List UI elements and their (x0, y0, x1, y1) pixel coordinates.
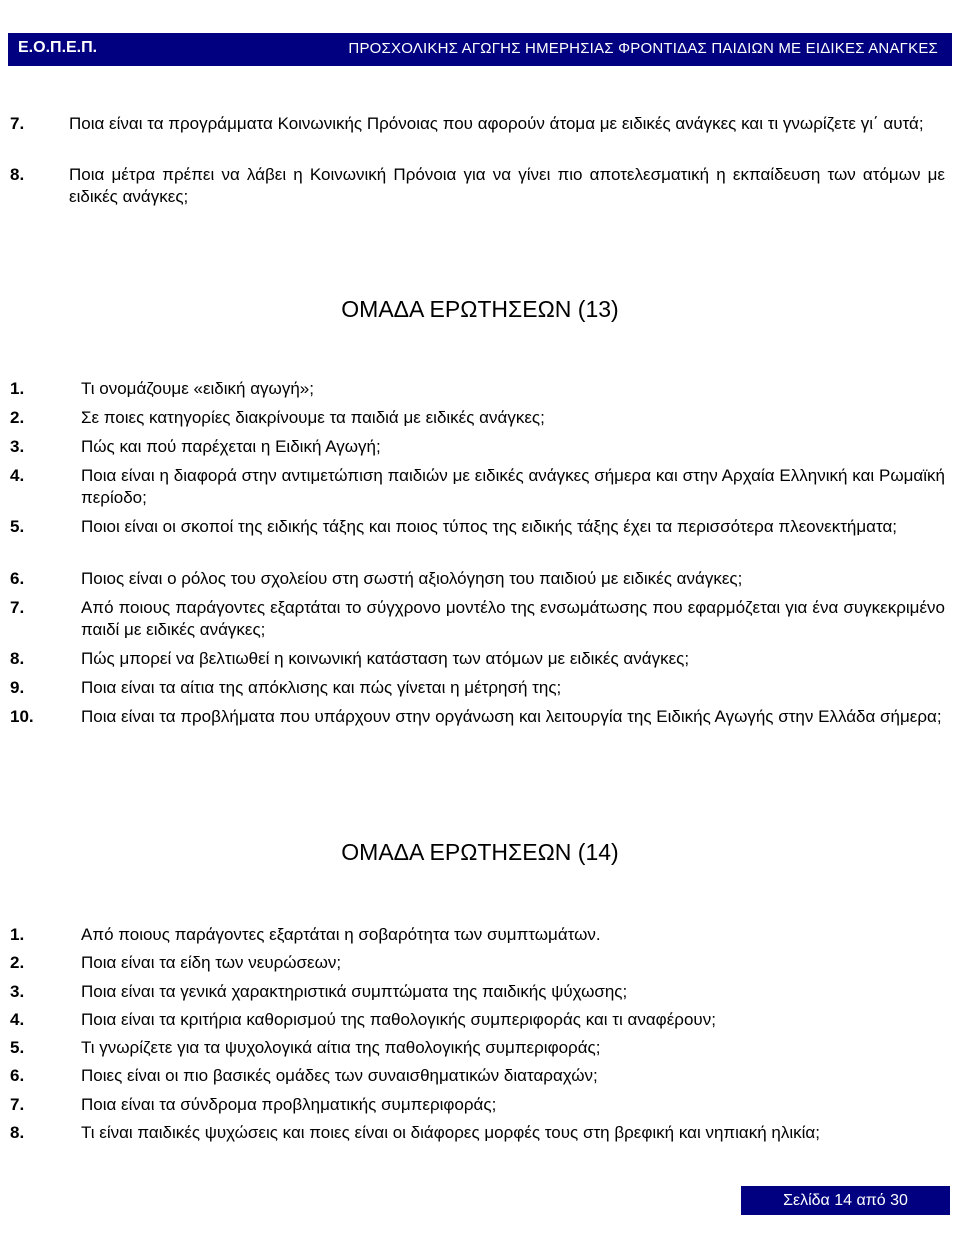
header-subtitle: ΠΡΟΣΧΟΛΙΚΗΣ ΑΓΩΓΗΣ ΗΜΕΡΗΣΙΑΣ ΦΡΟΝΤΙΔΑΣ ΠΑΙΔΙΩΝ ΜΕ ΕΙΔΙΚΕΣ ΑΝΑΓΚΕΣ (348, 40, 938, 57)
question-number: 9. (10, 678, 25, 697)
question-text: Τι ονομάζουμε «ειδική αγωγή»; (81, 379, 314, 398)
question-item (10, 113, 945, 135)
question-text: Ποια είναι τα είδη των νευρώσεων; (81, 953, 342, 972)
question-item (10, 1037, 945, 1059)
organization-abbrev: Ε.Ο.Π.Ε.Π. (18, 39, 98, 56)
question-item (10, 597, 945, 641)
question-number: 10. (10, 707, 34, 726)
question-item (10, 952, 945, 974)
question-number: 1. (10, 925, 25, 944)
question-item (10, 164, 945, 208)
question-text: Ποιες είναι οι πιο βασικές ομάδες των συναισθηματικών διαταραχών; (81, 1066, 598, 1085)
question-text: Ποια είναι τα γενικά χαρακτηριστικά συμπτώματα της παιδικής ψύχωσης; (81, 982, 628, 1001)
question-item (10, 981, 945, 1003)
question-text: Από ποιους παράγοντες εξαρτάται το σύγχρονο μοντέλο της ενσωμάτωσης που εφαρμόζεται για ένα συγκεκριμένο παιδί με ειδικές ανάγκες; (81, 598, 945, 639)
question-number: 1. (10, 379, 25, 398)
question-item (10, 648, 945, 670)
question-item (10, 465, 945, 509)
question-item (10, 924, 945, 946)
group-14-title: ΟΜΑΔΑ ΕΡΩΤΗΣΕΩΝ (14) (341, 839, 619, 865)
question-item (10, 706, 945, 728)
question-text: Ποια είναι τα προγράμματα Κοινωνικής Πρόνοιας που αφορούν άτομα με ειδικές ανάγκες και τι γνωρίζετε γι΄ αυτά; (69, 114, 924, 133)
question-item (10, 1122, 945, 1144)
question-number: 5. (10, 1038, 25, 1057)
question-text: Πώς και πού παρέχεται η Ειδική Αγωγή; (81, 437, 381, 456)
page-header (8, 33, 952, 66)
question-text: Πώς μπορεί να βελτιωθεί η κοινωνική κατάσταση των ατόμων με ειδικές ανάγκες; (81, 649, 690, 668)
question-text: Ποια μέτρα πρέπει να λάβει η Κοινωνική Πρόνοια για να γίνει πιο αποτελεσματική η εκπαίδευση των ατόμων με ειδικές ανάγκες; (69, 165, 945, 206)
question-number: 4. (10, 1010, 25, 1029)
question-number: 5. (10, 517, 25, 536)
question-item (10, 378, 945, 400)
question-text: Ποια είναι τα κριτήρια καθορισμού της παθολογικής συμπεριφοράς και τι αναφέρουν; (81, 1010, 716, 1029)
question-text: Ποια είναι τα προβλήματα που υπάρχουν στην οργάνωση και λειτουργία της Ειδικής Αγωγής στην Ελλάδα σήμερα; (81, 707, 942, 726)
question-text: Ποιοι είναι οι σκοποί της ειδικής τάξης και ποιος τύπος της ειδικής τάξης έχει τα περισσότερα πλεονεκτήματα; (81, 517, 898, 536)
page-number-footer: Σελίδα 14 από 30 (741, 1186, 950, 1215)
question-number: 7. (10, 598, 25, 617)
question-text: Σε ποιες κατηγορίες διακρίνουμε τα παιδιά με ειδικές ανάγκες; (81, 408, 545, 427)
question-number: 7. (10, 1095, 25, 1114)
question-item (10, 436, 945, 458)
question-number: 3. (10, 437, 25, 456)
question-text: Από ποιους παράγοντες εξαρτάται η σοβαρότητα των συμπτωμάτων. (81, 925, 601, 944)
question-number: 2. (10, 408, 25, 427)
question-number: 4. (10, 466, 25, 485)
question-item (10, 407, 945, 429)
question-item (10, 1009, 945, 1031)
group-13-title: ΟΜΑΔΑ ΕΡΩΤΗΣΕΩΝ (13) (341, 296, 619, 322)
question-number: 8. (10, 165, 25, 184)
question-number: 8. (10, 649, 25, 668)
question-number: 6. (10, 1066, 25, 1085)
question-text: Ποια είναι η διαφορά στην αντιμετώπιση παιδιών με ειδικές ανάγκες σήμερα και στην Αρχαία Ελληνική και Ρωμαϊκή περίοδο; (81, 466, 945, 507)
question-number: 7. (10, 114, 25, 133)
question-number: 3. (10, 982, 25, 1001)
question-item (10, 677, 945, 699)
question-number: 8. (10, 1123, 25, 1142)
question-item (10, 516, 945, 538)
question-number: 2. (10, 953, 25, 972)
question-item (10, 1094, 945, 1116)
question-text: Ποια είναι τα αίτια της απόκλισης και πώς γίνεται η μέτρησή της; (81, 678, 562, 697)
question-item (10, 1065, 945, 1087)
question-text: Ποιος είναι ο ρόλος του σχολείου στη σωστή αξιολόγηση του παιδιού με ειδικές ανάγκες; (81, 569, 743, 588)
question-text: Τι γνωρίζετε για τα ψυχολογικά αίτια της παθολογικής συμπεριφοράς; (81, 1038, 601, 1057)
question-item (10, 568, 945, 590)
question-number: 6. (10, 569, 25, 588)
question-text: Τι είναι παιδικές ψυχώσεις και ποιες είναι οι διάφορες μορφές τους στη βρεφική και νηπιακή ηλικία; (81, 1123, 820, 1142)
question-text: Ποια είναι τα σύνδρομα προβληματικής συμπεριφοράς; (81, 1095, 497, 1114)
